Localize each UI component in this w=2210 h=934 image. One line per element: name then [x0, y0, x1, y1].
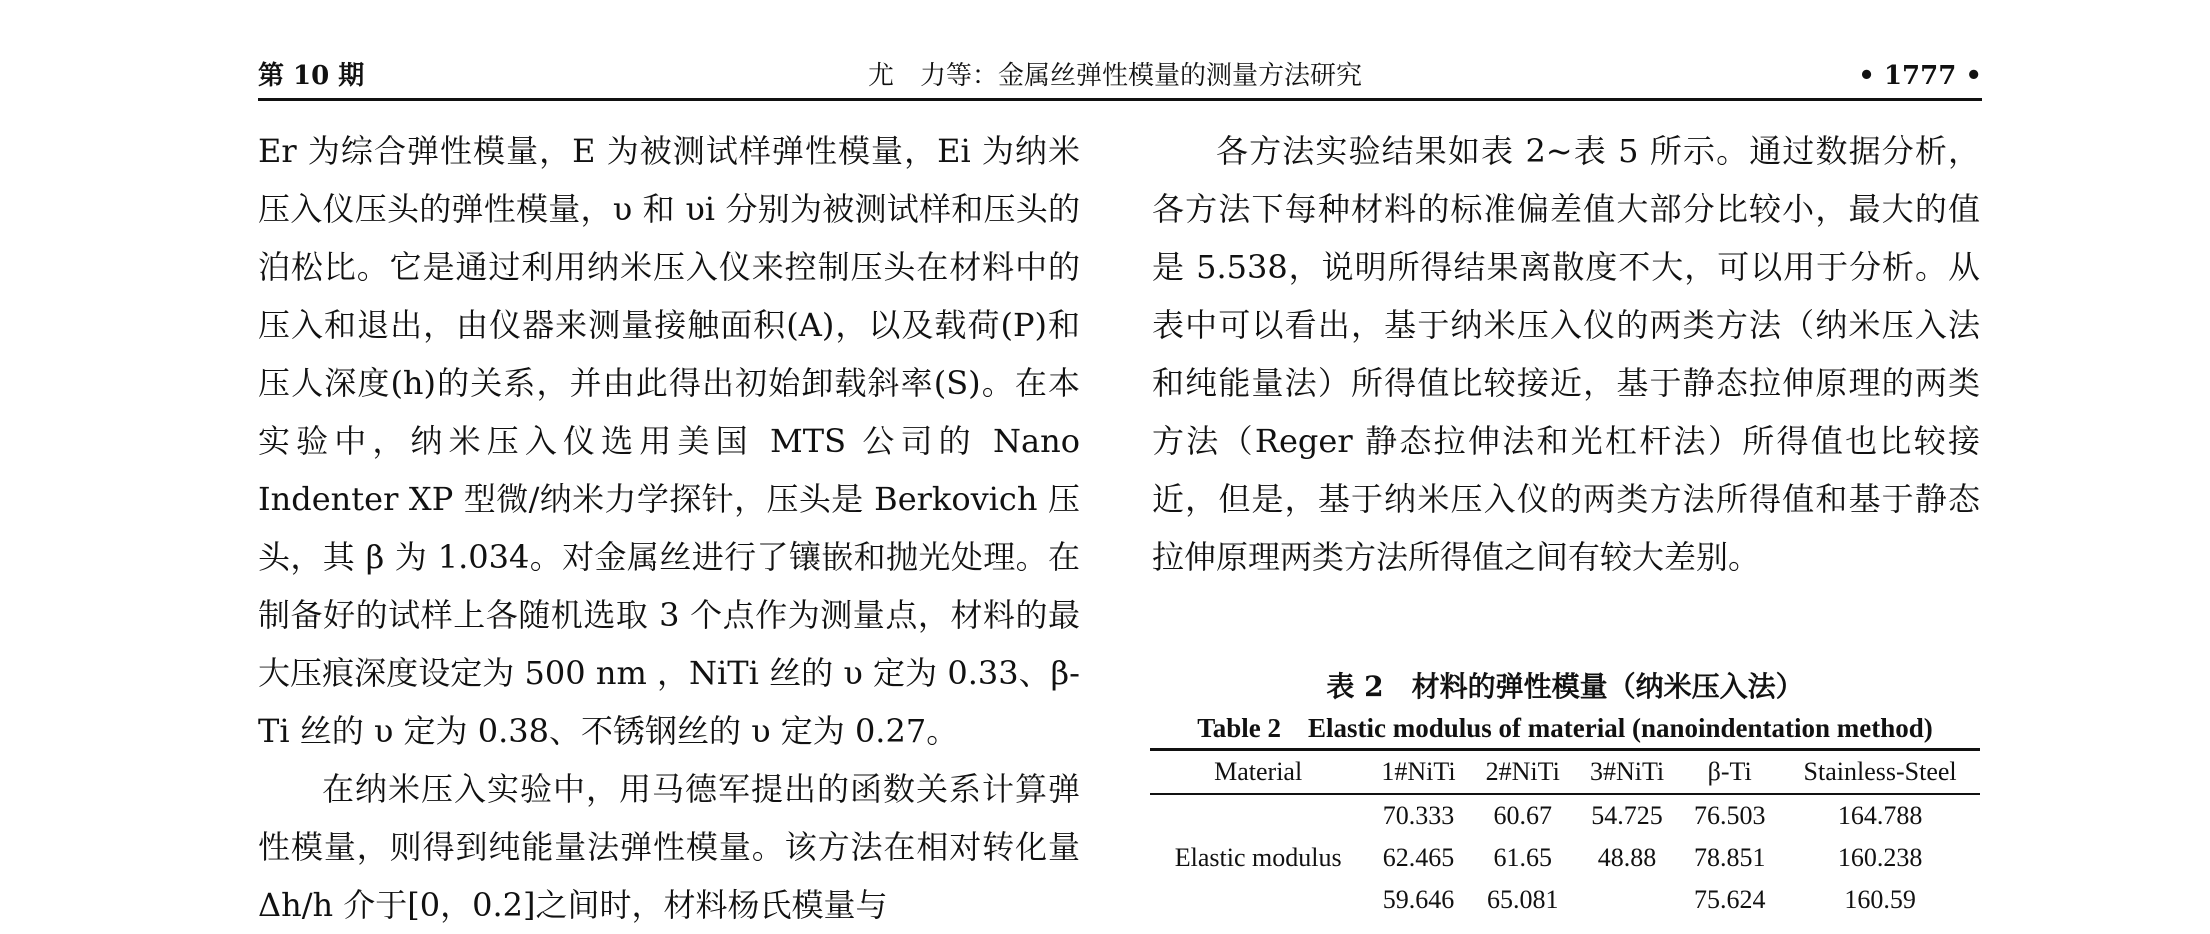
issue-label: 第 10 期 [258, 61, 365, 91]
table-cell: 65.081 [1487, 885, 1559, 914]
table-header-row [1150, 750, 1980, 795]
table-cell: 54.725 [1591, 801, 1663, 830]
table-cell: 164.788 [1837, 801, 1923, 830]
table-cell: 48.88 [1597, 843, 1657, 872]
running-title: 尤 力等：金属丝弹性模量的测量方法研究 [867, 61, 1362, 91]
left-paragraph-2: 在纳米压入实验中，用马德军提出的函数关系计算弹性模量，则得到纯能量法弹性模量。该方法在相对转化量Δh/h 介于[0，0.2]之间时，材料杨氏模量与 [258, 770, 1080, 924]
table-caption-english: Table 2 Elastic modulus of material (nanoindentation method) [1197, 713, 1933, 743]
left-paragraph-1: Er 为综合弹性模量，E 为被测试样弹性模量，Ei 为纳米压入仪压头的弹性模量，υ 和 υi 分别为被测试样和压头的泊松比。它是通过利用纳米压入仪来控制压头在材料中的压入和退出，由仪器来测量接触面积(A)，以及载荷(P)和压人深度(h)的关系，并由此得出初始卸载斜率(S)。在本实验中，纳米压入仪选用美国 MTS 公司的 Nano Indenter XP 型微/纳米力学探针，压头是 Berkovich 压头，其 β 为 1.034。对金属丝进行了镶嵌和抛光处理。在制备好的试样上各随机选取 3 个点作为测量点，材料的最大压痕深度设定为 500 nm ，NiTi 丝的 υ 定为 0.33、β-Ti 丝的 υ 定为 0.38、不锈钢丝的 υ 定为 0.27。 [258, 132, 1080, 750]
right-column [1152, 122, 1980, 586]
table-row [1150, 794, 1980, 837]
header-3-niti: 3#NiTi [1575, 750, 1679, 795]
header-2-niti: 2#NiTi [1471, 750, 1575, 795]
table-cell: 75.624 [1693, 885, 1766, 914]
table-caption-chinese: 表 2 材料的弹性模量（纳米压入法） [1326, 670, 1804, 703]
header-1-niti: 1#NiTi [1366, 750, 1470, 795]
table-cell: 78.851 [1693, 843, 1766, 872]
left-column [258, 122, 1080, 934]
table-cell: 70.333 [1382, 801, 1455, 830]
header-stainless-steel: Stainless-Steel [1780, 750, 1980, 795]
table-cell: 160.59 [1844, 885, 1916, 914]
table-cell: 61.65 [1493, 843, 1553, 872]
row-label-elastic-modulus: Elastic modulus [1174, 843, 1342, 872]
table-cell [1575, 879, 1679, 921]
right-paragraph-1: 各方法实验结果如表 2~表 5 所示。通过数据分析，各方法下每种材料的标准偏差值大部分比较小，最大的值是 5.538，说明所得结果离散度不大，可以用于分析。从表中可以看出，基于纳米压入仪的两类方法（纳米压入法和纯能量法）所得值比较接近，基于静态拉伸原理的两类方法（Reger 静态拉伸法和光杠杆法）所得值也比较接近，但是，基于纳米压入仪的两类方法所得值和基于静态拉伸原理两类方法所得值之间有较大差别。 [1152, 132, 1980, 576]
header-rule [258, 98, 1982, 101]
page-number: • 1777 • [1858, 61, 1982, 91]
header-material: Material [1150, 750, 1366, 795]
table-cell: 59.646 [1382, 885, 1455, 914]
header-beta-ti: β-Ti [1679, 750, 1780, 795]
elastic-modulus-table [1150, 748, 1980, 921]
table-cell: 76.503 [1693, 801, 1766, 830]
table-cell: 160.238 [1837, 843, 1923, 872]
table-cell: 62.465 [1382, 843, 1455, 872]
table-cell: 60.67 [1493, 801, 1553, 830]
